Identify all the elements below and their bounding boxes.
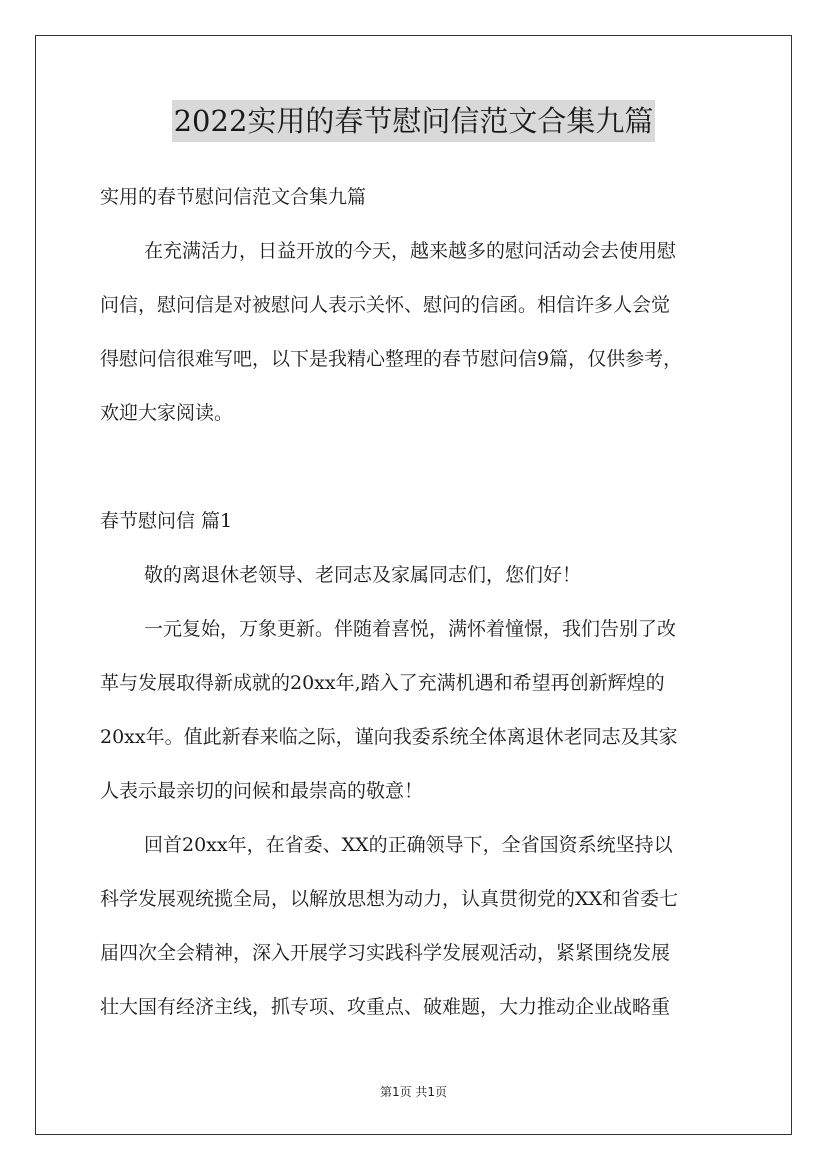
document-subtitle: 实用的春节慰问信范文合集九篇 [100,186,367,208]
paragraph-line: 壮大国有经济主线，抓专项、攻重点、破难题，大力推动企业战略重 [100,996,671,1018]
document-body [100,170,730,1034]
intro-line: 得慰问信很难写吧，以下是我精心整理的春节慰问信9篇，仅供参考， [100,348,683,370]
paragraph-line: 届四次全会精神，深入开展学习实践科学发展观活动，紧紧围绕发展 [100,942,671,964]
paragraph-line: 人表示最亲切的问候和最崇高的敬意！ [100,780,424,802]
intro-line: 欢迎大家阅读。 [100,402,234,424]
paragraph-line: 一元复始，万象更新。伴随着喜悦，满怀着憧憬，我们告别了改 [144,618,677,640]
paragraph-line: 20xx年。值此新春来临之际，谨向我委系统全体离退休老同志及其家 [100,726,678,748]
title-container [0,100,827,142]
section-heading: 春节慰问信 篇1 [100,510,233,532]
paragraph-spacer [100,440,730,494]
page-number: 第1页 共1页 [379,1085,448,1099]
letter-greeting: 敬的离退休老领导、老同志及家属同志们，您们好！ [144,564,582,586]
page-footer [0,1083,827,1100]
intro-line: 问信，慰问信是对被慰问人表示关怀、慰问的信函。相信许多人会觉 [100,294,671,316]
paragraph-line: 科学发展观统揽全局，以解放思想为动力，认真贯彻党的XX和省委七 [100,888,679,910]
document-title: 2022实用的春节慰问信范文合集九篇 [172,100,656,142]
paragraph-line: 革与发展取得新成就的20xx年,踏入了充满机遇和希望再创新辉煌的 [100,672,665,694]
paragraph-line: 回首20xx年，在省委、XX的正确领导下，全省国资系统坚持以 [144,834,673,856]
intro-line: 在充满活力，日益开放的今天，越来越多的慰问活动会去使用慰 [144,240,677,262]
